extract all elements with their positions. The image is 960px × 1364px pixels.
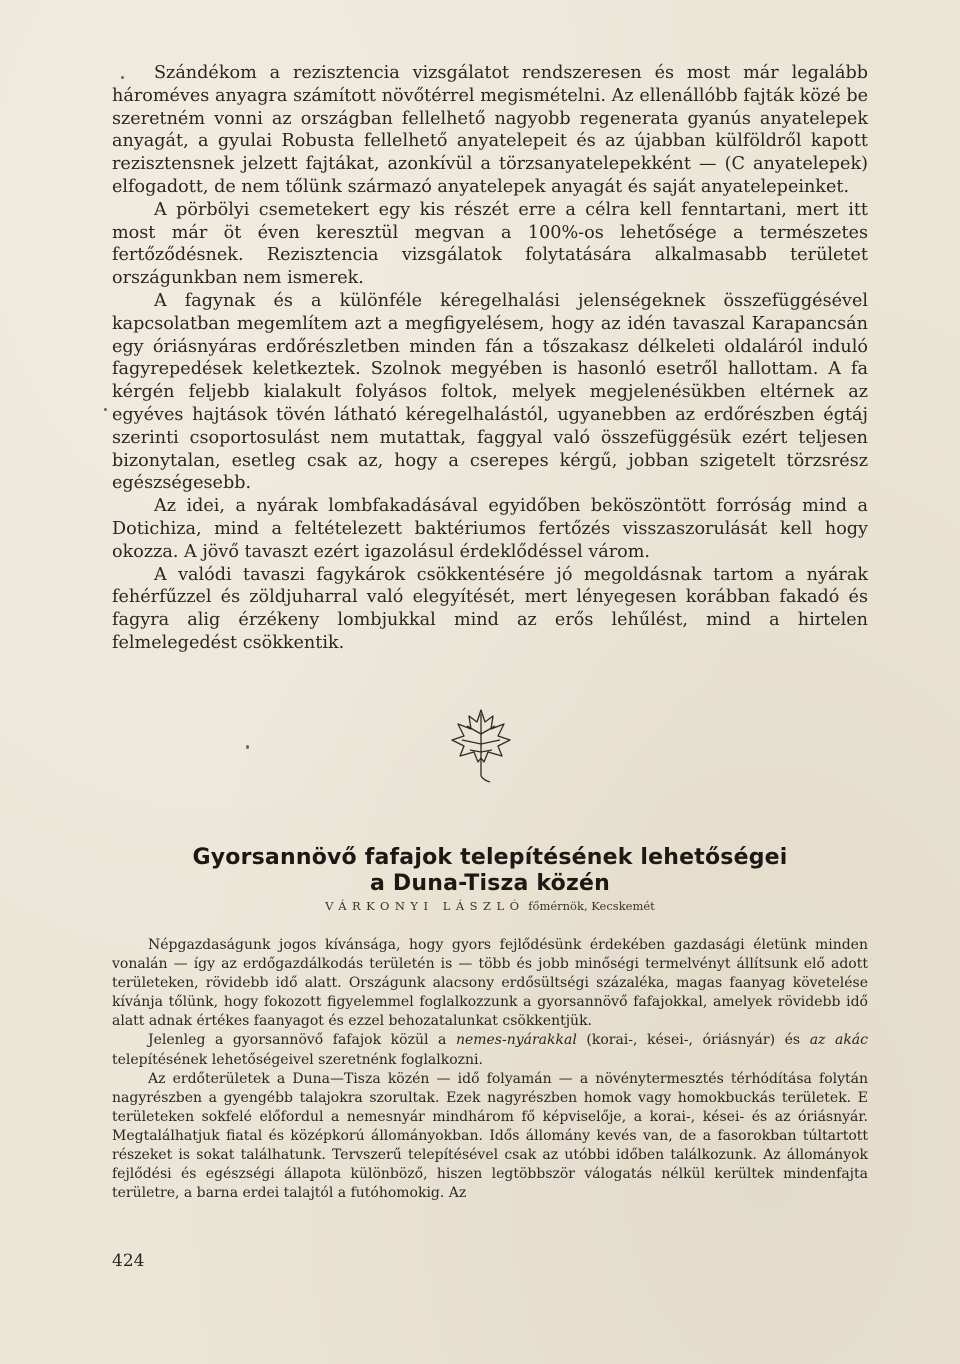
- scan-speck: [104, 408, 107, 411]
- title-line-2: a Duna-Tisza közén: [370, 871, 610, 896]
- italic-term: nemes-nyárakkal: [455, 1032, 577, 1049]
- maple-leaf-icon: [448, 704, 514, 784]
- paragraph: Szándékom a rezisztencia vizsgálatot rendszeresen és most már legalább hároméves anyagra számított növőtérrel megismételni. Az ellenállóbb fajták közé be szeretném vonni az országban fellelhető nagyobb regenerata gyanús anyatelepek anyagát, a gyulai Robusta fellelhető anyatelepeit és az újabban külföldről kapott rezisztensnek jelzett fajtákat, azonkívül a törzsanyatelepekként — (C anyatelepek) elfogadott, de nem tőlünk származó anyatelepek anyagát és saját anyatelepeinket.: [112, 63, 868, 197]
- author-title: főmérnök, Kecskemét: [528, 899, 655, 913]
- lower-text-block: [112, 936, 868, 1203]
- paragraph: A valódi tavaszi fagykárok csökkentésére jó megoldásnak tartom a nyárak fehérfűzzel és zöldjuharral való elegyítését, mert lényegesen korábban fakadó és fagyra alig érzékeny lombjukkal mind az erős lehűlést, mind a hirtelen felmelegedést csökkentik.: [112, 564, 868, 653]
- scan-speck: [121, 76, 124, 79]
- author-name: VÁRKONYI LÁSZLÓ: [325, 899, 525, 913]
- article-paragraph: [112, 1070, 868, 1204]
- article-paragraph: [112, 936, 868, 1031]
- text-run: (korai-, kései-, óriásnyár) és: [576, 1032, 810, 1049]
- byline: [112, 898, 868, 914]
- paragraph: A fagynak és a különféle kéregelhalási jelenségeknek összefüggésével kapcsolatban megemlítem azt a megfigyelésem, hogy az idén tavaszal Karapancsán egy óriásnyáras erdőrészletben minden fán a tőszakasz délkeleti oldaláról induló fagyrepedések keletkeztek. Szolnok megyében is hasonló esetről hallottam. A fa kérgén feljebb kialakult folyásos foltok, melyek megjelenésükben eltérnek az egyéves hajtások tövén látható kéregelhalástól, ugyanebben az erdőrészben égtáj szerinti csoportosulást nem mutattak, faggyal való összefüggésük ezért teljesen bizonytalan, esetleg csak az, hogy a cserepes kérgű, jobban szigetelt törzsrész egészségesebb.: [112, 290, 868, 494]
- text-run: Jelenleg a gyorsannövő fafajok közül a: [148, 1032, 456, 1049]
- title-line-1: Gyorsannövő fafajok telepítésének lehetőségei: [192, 845, 788, 870]
- upper-text-block: [112, 62, 868, 655]
- article-title: [112, 845, 868, 897]
- article-paragraph: [112, 1031, 868, 1069]
- paragraph: Az idei, a nyárak lombfakadásával egyidőben beköszöntött forróság mind a Dotichiza, mind a feltételezett baktériumos fertőzés visszaszorulását kell hogy okozza. A jövő tavaszt ezért igazolásul érdeklődéssel várom.: [112, 496, 868, 562]
- page-number: 424: [112, 1251, 145, 1271]
- scan-speck: [246, 745, 249, 749]
- text-run: Népgazdaságunk jogos kívánsága, hogy gyors fejlődésünk érdekében gazdasági életünk minden vonalán — így az erdőgazdálkodás területén is — több és jobb minőségi termelvényt állítsunk elő adott területeken, rövidebb idő alatt. Országunk alacsony erdősültségi százaléka, magas faanyag követelése kívánja tőlünk, hogy fokozott figyelemmel foglalkozzunk a gyorsannövő fafajokkal, amelyek rövidebb idő alatt adnak értékes faanyagot és ezzel behozatalunkat csökkentjük.: [112, 937, 868, 1030]
- text-run: Az erdőterületek a Duna—Tisza közén — idő folyamán — a növénytermesztés térhódítása folytán nagyrészben a gyengébb talajokra szorultak. Ezek nagyrészben homok vagy homokbuckás területek. E területeken sokfelé előfordul a nemesnyár mindhárom fő képviselője, a korai-, kései- és az óriásnyár. Megtalálhatjuk fiatal és középkorú állományokban. Idős állomány kevés van, de a fasorokban túltartott részeket is sokat találhatunk. Tervszerű telepítésével csak az utóbbi időben találkozunk. Az állományok fejlődési és egészségi állapota különböző, hiszen legtöbbször válogatás nélkül kerültek mindenfajta területre, a barna erdei talajtól a futóhomokig. Az: [112, 1070, 868, 1202]
- paragraph: A pörbölyi csemetekert egy kis részét erre a célra kell fenntartani, mert itt most már öt éven keresztül megvan a 100%-os lehetősége a természetes fertőződésnek. Rezisztencia vizsgálatok folytatására alkalmasabb területet országunkban nem ismerek.: [112, 199, 868, 289]
- text-run: telepítésének lehetőségeivel szeretnénk foglalkozni.: [112, 1051, 483, 1068]
- italic-term: az akác: [809, 1032, 868, 1049]
